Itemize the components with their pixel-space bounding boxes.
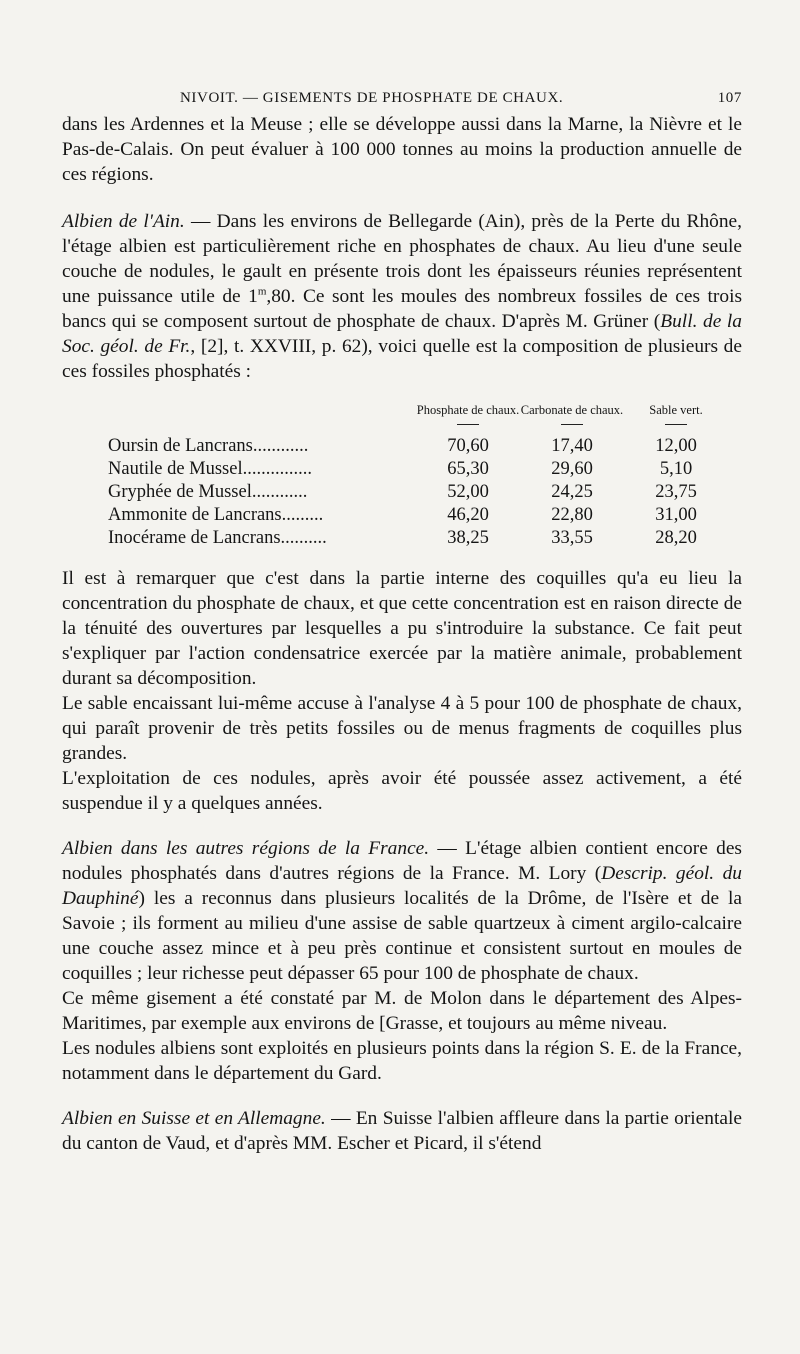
paragraph-sable: Le sable encaissant lui-même accuse à l'analyse 4 à 5 pour 100 de phosphate de chaux, qui paraît provenir de très petits fossiles ou de menus fragments de coquilles plus grandes. (62, 693, 742, 764)
column-header-label: Sable vert. (649, 403, 703, 417)
table-cell: 46,20 (447, 505, 489, 525)
column-header (520, 402, 624, 435)
header-rule (561, 424, 583, 425)
table-cell: 52,00 (447, 482, 489, 502)
table-cell: 65,30 (447, 459, 489, 479)
column-header-label: Carbonate de chaux. (520, 403, 624, 417)
table-cell: 33,55 (551, 528, 593, 548)
table-cell: 12,00 (655, 436, 697, 456)
header-name-blank (108, 402, 416, 435)
body-text (62, 112, 742, 1156)
table-row (108, 527, 728, 550)
table-row (108, 435, 728, 458)
table-row (108, 458, 728, 481)
unit-superscript: m (257, 285, 267, 298)
table-cell: 28,20 (655, 528, 697, 548)
paragraph-continuation: dans les Ardennes et la Meuse ; elle se développe aussi dans la Marne, la Nièvre et le Pas-de-Calais. On peut évaluer à 100 000 tonnes au moins la production annuelle de ces régions. (62, 114, 742, 185)
fossil-name: Inocérame de Lancrans.......... (108, 528, 327, 548)
table-cell: 17,40 (551, 436, 593, 456)
composition-table (108, 402, 728, 550)
table-row (108, 481, 728, 504)
citation-dauphine: Descrip. géol. du Dauphiné (62, 863, 742, 909)
column-header-label: Phosphate de chaux. (416, 403, 520, 417)
table-cell: 31,00 (655, 505, 697, 525)
paragraph-molon: Ce même gisement a été constaté par M. de Molon dans le département des Alpes-Maritimes, par exemple aux environs de [Grasse, et toujours au même niveau. (62, 988, 742, 1034)
france-text-a: — L'étage albien contient encore des nodules phosphatés dans d'autres régions de la France. M. Lory ( (62, 838, 742, 884)
table-header-row (108, 402, 728, 435)
page-number: 107 (717, 90, 742, 106)
fossil-name: Ammonite de Lancrans......... (108, 505, 324, 525)
table-cell: 70,60 (447, 436, 489, 456)
header-rule (457, 424, 479, 425)
running-header (62, 86, 742, 112)
ain-text-b: ,80. Ce sont les moules des nombreux fossiles de ces trois bancs qui se composent surtout de phosphate de chaux. D'après M. Grüner ( (62, 286, 742, 332)
running-title: NIVOIT. — GISEMENTS DE PHOSPHATE DE CHAUX. (180, 90, 564, 106)
suisse-text-a: — En Suisse l'albien affleure dans la partie orientale du canton de Vaud, et d'après MM. Escher et Picard, il s'étend (62, 1108, 742, 1154)
fossil-name: Gryphée de Mussel............ (108, 482, 308, 502)
table-cell: 38,25 (447, 528, 489, 548)
paragraph-concentration: Il est à remarquer que c'est dans la partie interne des coquilles qu'a eu lieu la concentration du phosphate de chaux, et que cette concentration est en raison directe de la ténuité des ouvertures par lesquelles a pu s'introduire la substance. Ce fait peut s'expliquer par l'action condensatrice exercée par la matière animale, probablement durant sa décomposition. (62, 568, 742, 689)
ain-text-c: , [2], t. XXVIII, p. 62), voici quelle est la composition de plusieurs de ces fossiles phosphatés : (62, 336, 742, 382)
ain-text-a: — Dans les environs de Bellegarde (Ain), près de la Perte du Rhône, l'étage albien est particulièrement riche en phosphates de chaux. Au lieu d'une seule couche de nodules, le gault en présente trois dont les épaisseurs réunies représentent une puissance utile de 1 (62, 211, 742, 307)
paragraph-albien-suisse (62, 1106, 742, 1156)
table-cell: 22,80 (551, 505, 593, 525)
table-row (108, 504, 728, 527)
fossil-name: Nautile de Mussel............... (108, 459, 312, 479)
section-heading-suisse: Albien en Suisse et en Allemagne. (62, 1108, 326, 1129)
header-rule (665, 424, 687, 425)
section-heading-ain: Albien de l'Ain. (62, 211, 185, 232)
citation-bull-soc-geol: Bull. de la Soc. géol. de Fr. (62, 311, 742, 357)
column-header (624, 402, 728, 435)
section-heading-france: Albien dans les autres régions de la France. (62, 838, 430, 859)
paragraph-albien-france (62, 836, 742, 986)
table-cell: 23,75 (655, 482, 697, 502)
fossil-name: Oursin de Lancrans............ (108, 436, 309, 456)
page (62, 86, 742, 1156)
paragraph-exploitation: L'exploitation de ces nodules, après avoir été poussée assez activement, a été suspendue il y a quelques années. (62, 768, 742, 814)
table-cell: 5,10 (659, 459, 693, 479)
table-cell: 29,60 (551, 459, 593, 479)
table-cell: 24,25 (551, 482, 593, 502)
france-text-b: ) les a reconnus dans plusieurs localités de la Drôme, de l'Isère et de la Savoie ; ils forment au milieu d'une assise de sable quartzeux à ciment argilo-calcaire une couche assez mince et à peu près continue et consistent surtout en moules de coquilles ; leur richesse peut dépasser 65 pour 100 de phosphate de chaux. (62, 888, 742, 984)
paragraph-gard: Les nodules albiens sont exploités en plusieurs points dans la région S. E. de la France, notamment dans le département du Gard. (62, 1038, 742, 1084)
column-header (416, 402, 520, 435)
paragraph-albien-ain (62, 209, 742, 384)
